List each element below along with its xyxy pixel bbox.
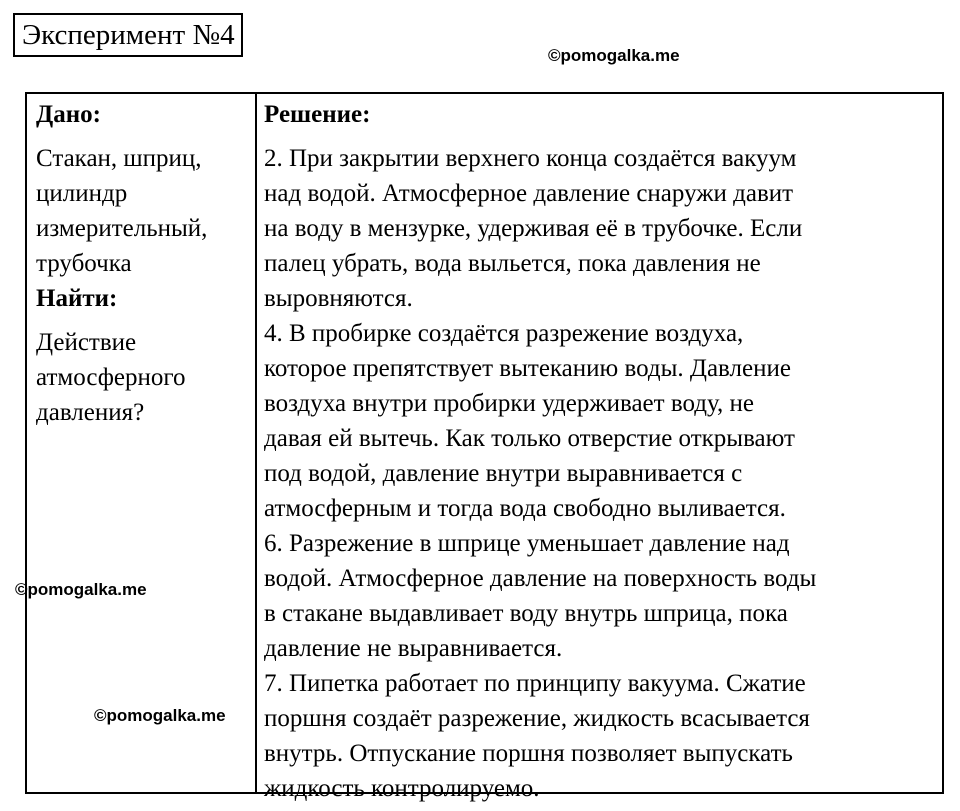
solution-line: водой. Атмосферное давление на поверхность воды	[264, 565, 817, 592]
given-heading: Дано:	[36, 101, 101, 128]
solution-line: воздуха внутри пробирки удерживает воду, не	[264, 390, 754, 417]
given-line: цилиндр	[36, 180, 128, 207]
find-line: атмосферного	[36, 364, 186, 391]
solution-column	[264, 94, 939, 806]
watermark-top: ©pomogalka.me	[548, 46, 680, 65]
given-text	[36, 141, 250, 281]
solution-line: жидкость контролируемо.	[264, 775, 540, 802]
find-text	[36, 325, 250, 430]
solution-line: на воду в мензурке, удерживая её в трубочке. Если	[264, 215, 803, 242]
solution-line: 2. При закрытии верхнего конца создаётся вакуум	[264, 145, 797, 172]
find-line: давления?	[36, 399, 145, 426]
solution-line: которое препятствует вытеканию воды. Давление	[264, 355, 791, 382]
find-line: Действие	[36, 329, 137, 356]
solution-text	[264, 141, 939, 806]
solution-line: атмосферным и тогда вода свободно выливается.	[264, 495, 786, 522]
solution-line: поршня создаёт разрежение, жидкость всасывается	[264, 705, 810, 732]
given-column	[36, 94, 250, 430]
given-line: Стакан, шприц,	[36, 145, 202, 172]
column-divider	[255, 94, 257, 792]
solution-line: внутрь. Отпускание поршня позволяет выпускать	[264, 740, 793, 767]
solution-line: над водой. Атмосферное давление снаружи давит	[264, 180, 794, 207]
solution-line: давая ей вытечь. Как только отверстие открывают	[264, 425, 795, 452]
solution-line: 6. Разрежение в шприце уменьшает давление над	[264, 530, 790, 557]
given-line: измерительный,	[36, 215, 208, 242]
solution-line: 4. В пробирке создаётся разрежение воздуха,	[264, 320, 744, 347]
solution-line: выровняются.	[264, 285, 413, 312]
solution-line: давление не выравнивается.	[264, 635, 563, 662]
task-table	[25, 92, 944, 802]
solution-line: палец убрать, вода выльется, пока давления не	[264, 250, 761, 277]
watermark-bottom: ©pomogalka.me	[94, 706, 226, 725]
watermark-left: ©pomogalka.me	[15, 580, 147, 599]
solution-line: 7. Пипетка работает по принципу вакуума. Сжатие	[264, 670, 806, 697]
solution-line: под водой, давление внутри выравнивается с	[264, 460, 743, 487]
page-title: Эксперимент №4	[13, 13, 243, 57]
find-heading: Найти:	[36, 285, 118, 312]
given-line: трубочка	[36, 250, 132, 277]
solution-heading: Решение:	[264, 101, 371, 128]
solution-line: в стакане выдавливает воду внутрь шприца, пока	[264, 600, 788, 627]
